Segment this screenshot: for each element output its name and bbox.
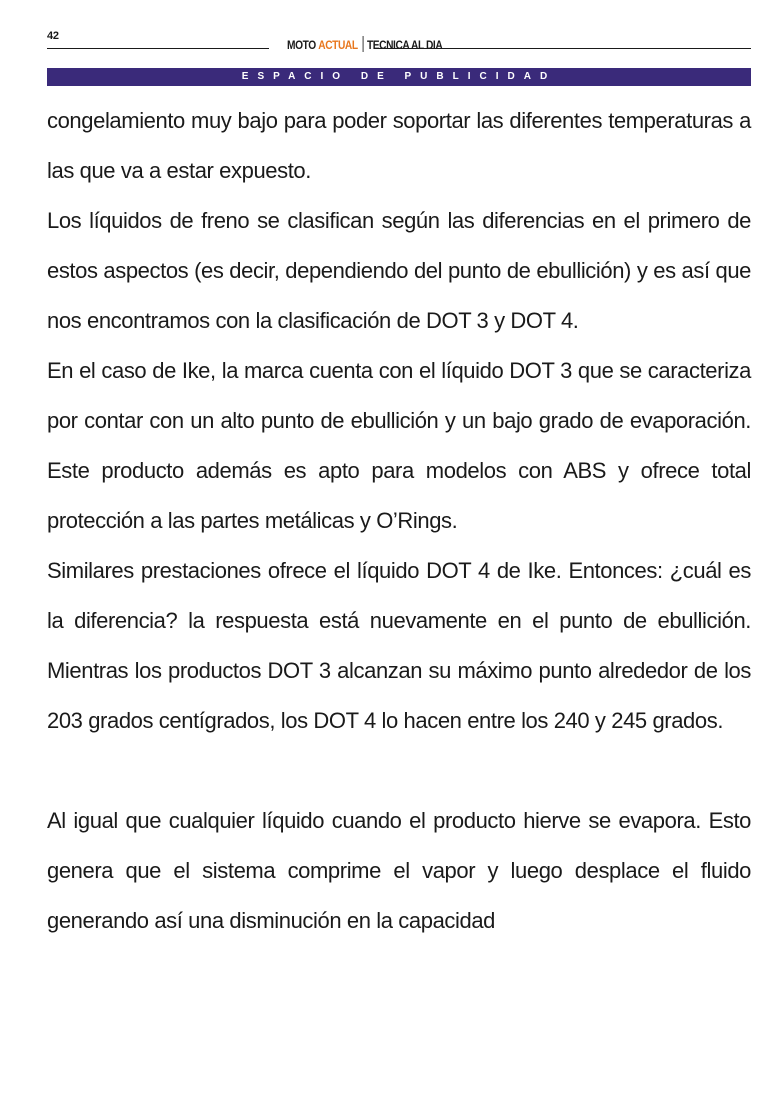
- section-title: TECNICA AL DIA: [366, 38, 443, 52]
- masthead-divider: [363, 36, 364, 52]
- article-body: [47, 96, 751, 946]
- masthead: [287, 36, 442, 52]
- paragraph-5: Al igual que cualquier líquido cuando el producto hierve se evapora. Esto genera que el sistema comprime el vapor y luego desplace el fluido generando así una disminución en la capacidad: [47, 808, 751, 933]
- advertising-banner[interactable]: ESPACIO DE PUBLICIDAD: [47, 68, 751, 86]
- paragraph-3: En el caso de Ike, la marca cuenta con el líquido DOT 3 que se caracteriza por contar con un alto punto de ebullición y un bajo grado de evaporación. Este producto además es apto para modelos con ABS y ofrece total protección a las partes metálicas y O’Rings.: [47, 358, 751, 533]
- page-header: [47, 28, 751, 50]
- masthead-actual: ACTUAL: [318, 38, 358, 52]
- page-number: 42: [47, 30, 59, 42]
- masthead-moto: MOTO: [287, 38, 316, 52]
- paragraph-2: Los líquidos de freno se clasifican según las diferencias en el primero de estos aspectos (es decir, dependiendo del punto de ebullición) y es así que nos encontramos con la clasificación de DOT 3 y DOT 4.: [47, 208, 751, 333]
- header-rule-left: [47, 48, 269, 49]
- header-rule-right: [377, 48, 751, 49]
- paragraph-1: congelamiento muy bajo para poder soportar las diferentes temperaturas a las que va a estar expuesto.: [47, 108, 751, 183]
- paragraph-4: Similares prestaciones ofrece el líquido DOT 4 de Ike. Entonces: ¿cuál es la diferencia? la respuesta está nuevamente en el punto de ebullición. Mientras los productos DOT 3 alcanzan su máximo punto alrededor de los 203 grados centígrados, los DOT 4 lo hacen entre los 240 y 245 grados.: [47, 558, 751, 733]
- paragraph-spacer: [47, 746, 751, 796]
